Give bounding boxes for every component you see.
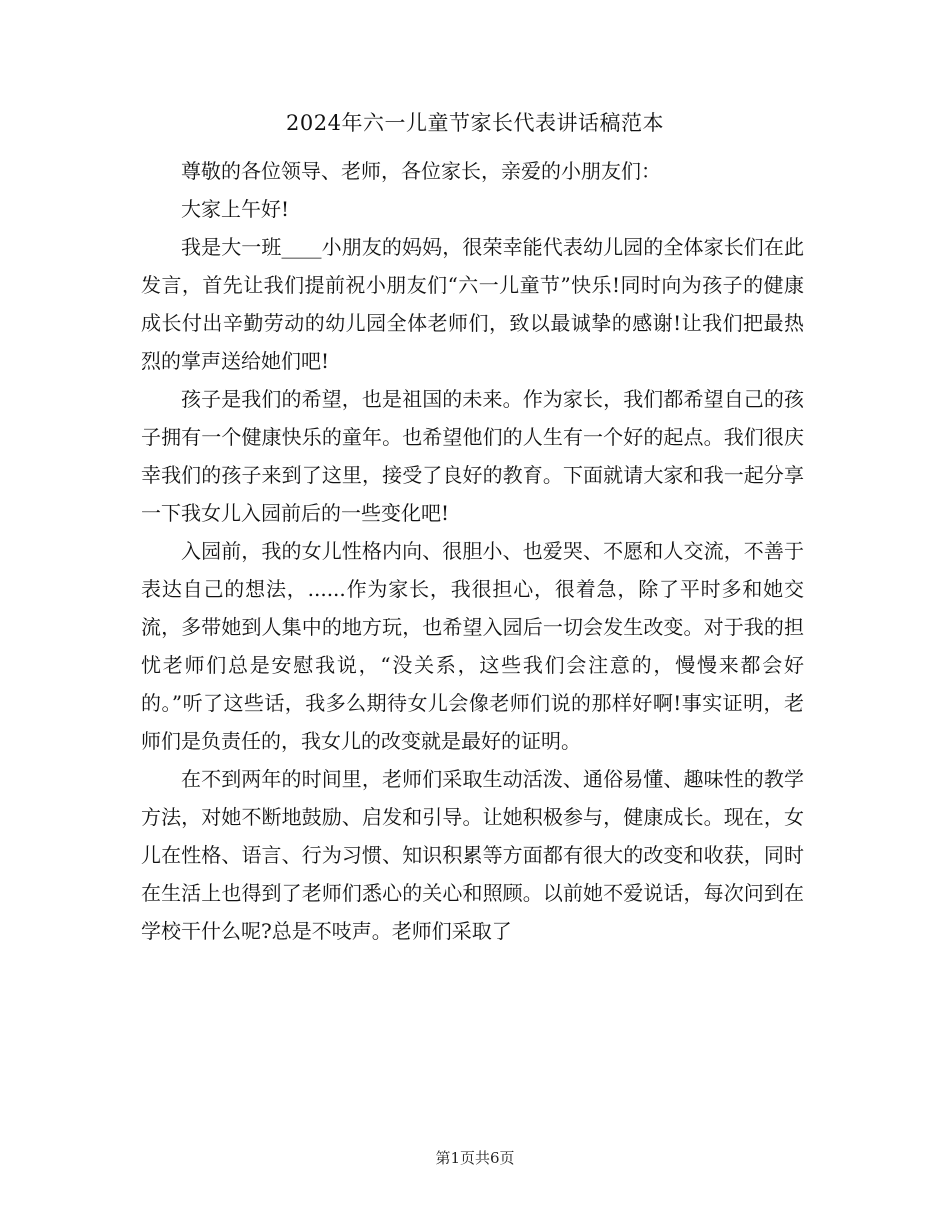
document-body (141, 152, 804, 950)
paragraph-greeting: 大家上午好! (181, 197, 290, 221)
paragraph: 我是大一班____小朋友的妈妈，很荣幸能代表幼儿园的全体家长们在此发言，首先让我们提前祝小朋友们“六一儿童节”快乐!同时向为孩子的健康成长付出辛勤劳动的幼儿园全体老师们，致以最诚挚的感谢!让我们把最热烈的掌声送给她们吧! (141, 235, 804, 373)
paragraph: 入园前，我的女儿性格内向、很胆小、也爱哭、不愿和人交流，不善于表达自己的想法，......作为家长，我很担心，很着急，除了平时多和她交流，多带她到人集中的地方玩，也希望入园后一切会发生改变。对于我的担忧老师们总是安慰我说，“没关系，这些我们会注意的，慢慢来都会好的。”听了这些话，我多么期待女儿会像老师们说的那样好啊!事实证明，老师们是负责任的，我女儿的改变就是最好的证明。 (141, 539, 804, 753)
document-title: 2024年六一儿童节家长代表讲话稿范本 (286, 111, 664, 135)
page-number-footer: 第1页共6页 (435, 1149, 515, 1167)
paragraph: 孩子是我们的希望，也是祖国的未来。作为家长，我们都希望自己的孩子拥有一个健康快乐的童年。也希望他们的人生有一个好的起点。我们很庆幸我们的孩子来到了这里，接受了良好的教育。下面就请大家和我一起分享一下我女儿入园前后的一些变化吧! (141, 387, 804, 525)
paragraph-salutation: 尊敬的各位领导、老师，各位家长，亲爱的小朋友们： (181, 159, 661, 183)
paragraph: 在不到两年的时间里，老师们采取生动活泼、通俗易懂、趣味性的教学方法，对她不断地鼓励、启发和引导。让她积极参与，健康成长。现在，女儿在性格、语言、行为习惯、知识积累等方面都有很大的改变和收获，同时在生活上也得到了老师们悉心的关心和照顾。以前她不爱说话，每次问到在学校干什么呢?总是不吱声。老师们采取了 (141, 767, 804, 943)
